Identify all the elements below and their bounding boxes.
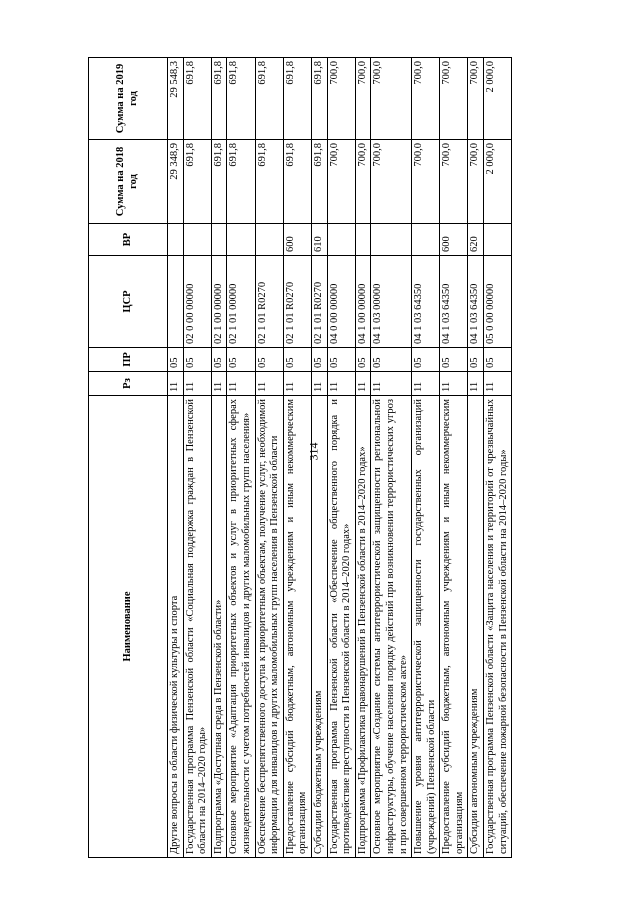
row-sum-2019: 691,8	[311, 58, 327, 140]
row-name: Повышение уровня антитеррористической защищенности государственных организаций (учреждений) Пензенской области	[412, 396, 440, 858]
row-sum-2018: 691,8	[211, 140, 227, 224]
row-csr: 04 1 00 00000	[355, 256, 371, 348]
row-name: Предоставление субсидий бюджетным, автономным учреждениям и иным некоммерческим организациям	[283, 396, 311, 858]
row-pr: 05	[183, 348, 211, 372]
row-pr: 05	[440, 348, 468, 372]
row-pr: 05	[211, 348, 227, 372]
row-csr: 02 1 00 00000	[211, 256, 227, 348]
row-csr: 02 1 01 00000	[227, 256, 255, 348]
row-sum-2018: 700,0	[468, 140, 484, 224]
row-vr	[168, 224, 184, 256]
row-name: Государственная программа Пензенской области «Обеспечение общественного порядка и противодействие преступности в Пензенской области в 2014–2020 годах»	[327, 396, 355, 858]
table-row	[412, 58, 440, 858]
row-pr: 05	[484, 348, 512, 372]
row-sum-2019: 700,0	[355, 58, 371, 140]
row-vr: 610	[311, 224, 327, 256]
row-csr: 02 1 01 R0270	[255, 256, 283, 348]
row-sum-2019: 700,0	[468, 58, 484, 140]
row-pr: 05	[412, 348, 440, 372]
header-sum-2019: Сумма на 2019 год	[89, 58, 168, 140]
row-sum-2019: 691,8	[227, 58, 255, 140]
header-pr: ПР	[89, 348, 168, 372]
row-name: Подпрограмма «Доступная среда в Пензенской области»	[211, 396, 227, 858]
row-sum-2018: 29 348,9	[168, 140, 184, 224]
row-sum-2018: 691,8	[227, 140, 255, 224]
row-csr: 02 1 01 R0270	[311, 256, 327, 348]
row-sum-2018: 691,8	[311, 140, 327, 224]
row-rz: 11	[468, 372, 484, 396]
row-name: Субсидии бюджетным учреждениям	[311, 396, 327, 858]
row-name: Обеспечение беспрепятственного доступа к приоритетным объектам, получение услуг, необходимой информации для инвалидов и других маломобильных групп населения в Пензенской области	[255, 396, 283, 858]
row-sum-2019: 700,0	[412, 58, 440, 140]
header-name: Наименование	[89, 396, 168, 858]
row-vr	[355, 224, 371, 256]
row-sum-2018: 700,0	[440, 140, 468, 224]
row-rz: 11	[484, 372, 512, 396]
row-rz: 11	[440, 372, 468, 396]
row-pr: 05	[327, 348, 355, 372]
row-sum-2019: 700,0	[371, 58, 412, 140]
page-number: 314	[306, 442, 321, 461]
row-sum-2018: 700,0	[371, 140, 412, 224]
row-rz: 11	[327, 372, 355, 396]
row-sum-2018: 700,0	[412, 140, 440, 224]
row-vr: 600	[283, 224, 311, 256]
row-csr: 02 1 01 R0270	[283, 256, 311, 348]
row-sum-2019: 691,8	[183, 58, 211, 140]
row-vr	[255, 224, 283, 256]
row-sum-2018: 700,0	[327, 140, 355, 224]
row-csr: 04 1 03 64350	[412, 256, 440, 348]
row-rz: 11	[355, 372, 371, 396]
table-row	[255, 58, 283, 858]
header-rz: Рз	[89, 372, 168, 396]
row-csr: 04 1 03 64350	[440, 256, 468, 348]
row-sum-2019: 691,8	[211, 58, 227, 140]
table-row	[311, 58, 327, 858]
row-pr: 05	[355, 348, 371, 372]
row-rz: 11	[168, 372, 184, 396]
row-csr: 04 1 03 64350	[468, 256, 484, 348]
row-name: Субсидии автономным учреждениям	[468, 396, 484, 858]
row-vr	[183, 224, 211, 256]
budget-table	[88, 57, 512, 858]
row-vr	[484, 224, 512, 256]
table-row	[468, 58, 484, 858]
row-name: Другие вопросы в области физической культуры и спорта	[168, 396, 184, 858]
row-sum-2019: 700,0	[440, 58, 468, 140]
row-vr: 600	[440, 224, 468, 256]
row-name: Государственная программа Пензенской области «Социальная поддержка граждан в Пензенской области на 2014–2020 годы»	[183, 396, 211, 858]
table-row	[283, 58, 311, 858]
row-csr: 04 0 00 00000	[327, 256, 355, 348]
row-rz: 11	[311, 372, 327, 396]
row-rz: 11	[211, 372, 227, 396]
row-sum-2018: 700,0	[355, 140, 371, 224]
rotated-table-container	[88, 58, 618, 858]
row-pr: 05	[468, 348, 484, 372]
table-header-row	[89, 58, 168, 858]
row-sum-2019: 29 548,3	[168, 58, 184, 140]
row-rz: 11	[283, 372, 311, 396]
header-vr: ВР	[89, 224, 168, 256]
row-name: Подпрограмма «Профилактика правонарушений в Пензенской области в 2014–2020 годах»	[355, 396, 371, 858]
row-vr	[227, 224, 255, 256]
row-csr: 02 0 00 00000	[183, 256, 211, 348]
row-name: Основное мероприятие «Адаптация приоритетных объектов и услуг в приоритетных сферах жизнедеятельности с учетом потребностей инвалидов и других маломобильных групп населения»	[227, 396, 255, 858]
table-row	[484, 58, 512, 858]
table-row	[371, 58, 412, 858]
row-name: Предоставление субсидий бюджетным, автономным учреждениям и иным некоммерческим организациям	[440, 396, 468, 858]
row-vr: 620	[468, 224, 484, 256]
row-name: Основное мероприятие «Создание системы антитеррористической защищенности региональной инфраструктуры, обучение населения порядку действий при возникновении террористических угроз и при совершенном террористическом акте»	[371, 396, 412, 858]
row-name: Государственная программа Пензенской области «Защита населения и территорий от чрезвычайных ситуаций, обеспечение пожарной безопасности в Пензенской области на 2014–2020 годы»	[484, 396, 512, 858]
row-pr: 05	[255, 348, 283, 372]
table-row	[327, 58, 355, 858]
table-row	[227, 58, 255, 858]
row-rz: 11	[412, 372, 440, 396]
row-sum-2019: 2 000,0	[484, 58, 512, 140]
row-pr: 05	[371, 348, 412, 372]
row-pr: 05	[227, 348, 255, 372]
row-pr: 05	[311, 348, 327, 372]
row-pr: 05	[283, 348, 311, 372]
table-row	[440, 58, 468, 858]
table-row	[355, 58, 371, 858]
row-sum-2018: 691,8	[255, 140, 283, 224]
row-sum-2018: 2 000,0	[484, 140, 512, 224]
table-row	[168, 58, 184, 858]
row-rz: 11	[371, 372, 412, 396]
row-vr	[371, 224, 412, 256]
row-sum-2018: 691,8	[183, 140, 211, 224]
row-vr	[412, 224, 440, 256]
row-rz: 11	[227, 372, 255, 396]
row-vr	[211, 224, 227, 256]
row-pr: 05	[168, 348, 184, 372]
row-sum-2019: 691,8	[283, 58, 311, 140]
row-sum-2019: 700,0	[327, 58, 355, 140]
row-sum-2018: 691,8	[283, 140, 311, 224]
row-vr	[327, 224, 355, 256]
row-sum-2019: 691,8	[255, 58, 283, 140]
header-sum-2018: Сумма на 2018 год	[89, 140, 168, 224]
table-row	[183, 58, 211, 858]
header-csr: ЦСР	[89, 256, 168, 348]
row-rz: 11	[183, 372, 211, 396]
row-rz: 11	[255, 372, 283, 396]
row-csr	[168, 256, 184, 348]
row-csr: 05 0 00 00000	[484, 256, 512, 348]
row-csr: 04 1 03 00000	[371, 256, 412, 348]
table-row	[211, 58, 227, 858]
